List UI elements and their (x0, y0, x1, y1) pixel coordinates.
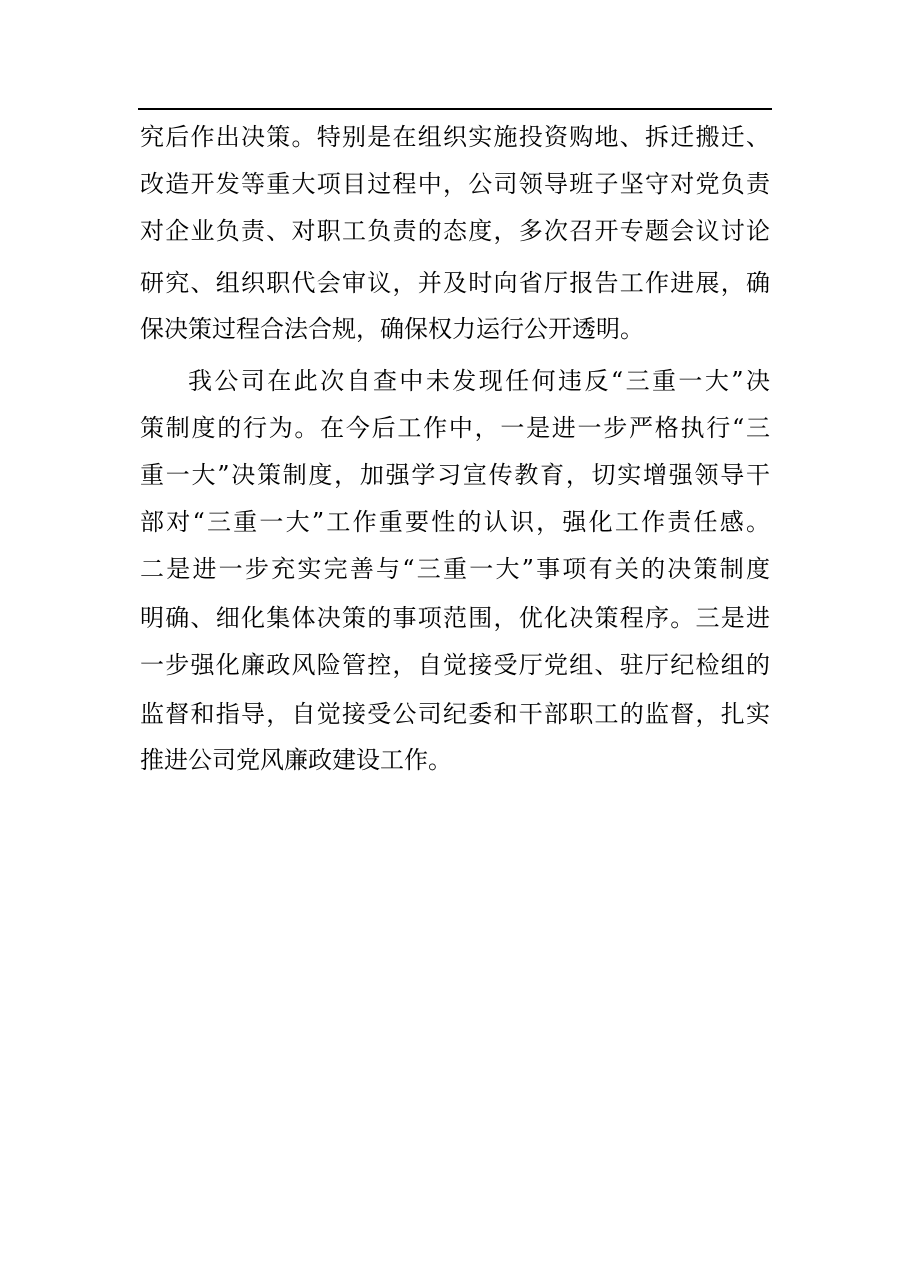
paragraph-2-line-2: 策制度的行为。在今后工作中，一是进一步严格执行“三 (140, 414, 770, 442)
paragraph-1-line-1: 究后作出决策。特别是在组织实施投资购地、拆迁搬迁、 (140, 123, 770, 151)
paragraph-2-line-5: 二是进一步充实完善与“三重一大”事项有关的决策制度 (140, 555, 770, 583)
header-rule (138, 108, 772, 110)
paragraph-2-line-8: 监督和指导，自觉接受公司纪委和干部职工的监督，扎实 (140, 700, 770, 728)
paragraph-2-line-1: 我公司在此次自查中未发现任何违反“三重一大”决 (188, 367, 770, 395)
paragraph-2-line-7: 一步强化廉政风险管控，自觉接受厅党组、驻厅纪检组的 (140, 651, 770, 679)
paragraph-1-line-2: 改造开发等重大项目过程中，公司领导班子坚守对党负责 (140, 170, 770, 198)
paragraph-2-line-6: 明确、细化集体决策的事项范围，优化决策程序。三是进 (140, 604, 770, 632)
paragraph-2-line-3: 重一大”决策制度，加强学习宣传教育，切实增强领导干 (140, 461, 770, 489)
paragraph-2-line-9: 推进公司党风廉政建设工作。 (140, 746, 452, 774)
paragraph-2-line-4: 部对“三重一大”工作重要性的认识，强化工作责任感。 (140, 508, 770, 536)
paragraph-1-line-3: 对企业负责、对职工负责的态度，多次召开专题会议讨论 (140, 217, 770, 245)
paragraph-1-line-5: 保决策过程合法合规，确保权力运行公开透明。 (140, 315, 644, 343)
paragraph-1-line-4: 研究、组织职代会审议，并及时向省厅报告工作进展，确 (140, 269, 770, 297)
